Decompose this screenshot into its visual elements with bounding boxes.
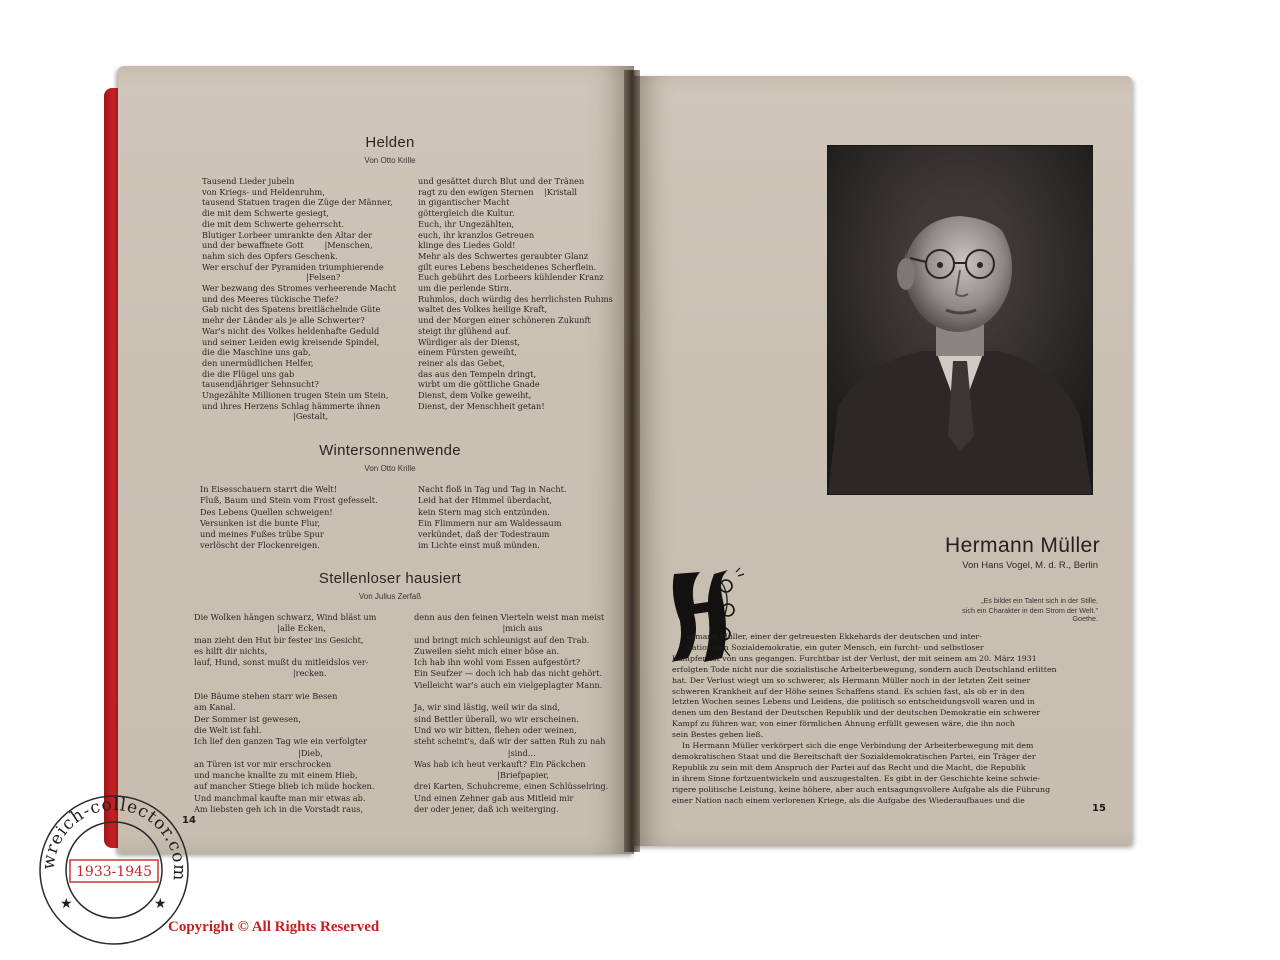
- poem-column-left: In Eisesschauern starrt die Welt! Fluß, Baum und Stein vom Frost gefesselt. Des Lebens Quellen schweigen! Versunken ist die bunte Flur, und meines Fußes trübe Spur verlöscht der Flockenreigen.: [200, 484, 378, 551]
- copyright-notice: Copyright © All Rights Reserved: [168, 919, 380, 935]
- poem-title: Stellenloser hausiert: [318, 570, 462, 587]
- svg-text:★: ★: [60, 896, 73, 912]
- poem-column-right: Nacht floß in Tag und Tag in Nacht. Leid hat der Himmel überdacht, kein Stern mag sich entzünden. Ein Flimmern nur am Waldessaum verkündet, daß der Todestraum im Lichte einst muß münden.: [418, 484, 567, 551]
- poem-author: Von Otto Krille: [364, 156, 416, 165]
- page-number-right: 15: [1092, 803, 1106, 814]
- svg-text:★: ★: [154, 896, 167, 912]
- poem-column-left: Die Wolken hängen schwarz, Wind bläst um |alle Ecken, man zieht den Hut bir fester ins Gesicht, es hilft dir nichts, lauf, Hund, sonst mußt du mitleidslos ver- |recken. Die Bäume stehen starr wie Besen am Kanal. Der Sommer ist gewesen, die Welt ist fahl. Ich lief den ganzen Tag wie ein verfolgter |Dieb, an Türen ist vor mir erschrocken und manche knallte zu mit einem Hieb, auf mancher Stiege blieb ich müde hocken. Und manchmal kaufte man mir etwas ab. Am liebsten geh ich in die Vorstadt raus,: [194, 612, 377, 815]
- page-number-left: 14: [182, 815, 196, 826]
- poem-author: Von Otto Krille: [364, 464, 416, 473]
- article-byline: Von Hans Vogel, M. d. R., Berlin: [962, 560, 1098, 571]
- poem-author: Von Julius Zerfaß: [358, 592, 422, 601]
- poem-title: Helden: [365, 134, 415, 151]
- poem-column-right: denn aus den feinen Vierteln weist man meist |mich aus und bringt mich schleunigst auf den Trab. Zuweilen sieht mich einer böse an. Ich hab ihn wohl vom Essen aufgestört? Ein Seufzer — doch ich hab das nicht gehört. Vielleicht war's auch ein vielgeplagter Mann. Ja, wir sind lästig, weil wir da sind, sind Bettler überall, wo wir erscheinen. Und wo wir bitten, flehen oder weinen, steht scheint's, daß wir der satten Ruh zu nah |sind... Was hab ich heut verkauft? Ein Päckchen |Briefpapier, drei Karten, Schuhcreme, einen Schlüsselring. Und einen Zehner gab aus Mitleid mir der oder jener, daß ich weiterging.: [414, 612, 609, 815]
- portrait-photo: [828, 146, 1092, 494]
- poem-column-left: Tausend Lieder jubeln von Kriegs- und Heldenruhm, tausend Statuen tragen die Züge der Männer, die mit dem Schwerte gesiegt, die mit dem Schwerte geherrscht. Blutiger Lorbeer umrankte den Altar der und der bewaffnete Gott |Menschen, nahm sich des Opfers Geschenk. Wer erschuf der Pyramiden triumphierende |Felsen? Wer bezwang des Stromes verheerende Macht und des Meeres tückische Tiefe? Gab nicht des Spatens breitlächelnde Güte mehr der Länder als je alle Schwerter? War's nicht des Volkes heldenhafte Geduld und seiner Leiden ewig kreisende Spindel, die die Maschine uns gab, den unermüdlichen Helfer, die die Flügel uns gab tausendjähriger Sehnsucht? Ungezählte Millionen trugen Stein um Stein, und ihres Herzens Schlag hämmerte ihnen |Gestalt,: [202, 176, 397, 422]
- poem-title: Wintersonnenwende: [319, 442, 461, 459]
- epigraph-author: Goethe.: [1072, 614, 1098, 623]
- article-body: ermann Müller, einer der getreuesten Ekkehards der deutschen und inter- nationalen Sozialdemokratie, ein guter Mensch, ein furcht- und selbstloser Kämpfer, ist von uns gegangen. Furchtbar ist der Verlust, der mit seinem am 20. März 1931 erfolgten Tode nicht nur die sozialistische Arbeiterbewegung, sondern auch Deutschland erlitten hat. Der Verlust wiegt um so schwerer, als Hermann Müller noch in der letzten Zeit seiner schweren Krankheit auf der Höhe seines Schaffens stand. Es schien fast, als ob er in den letzten Wochen seines Lebens und Leidens, die politisch so entscheidungsvoll waren und in denen um den Bestand der Deutschen Republik und der deutschen Demokratie ein schwerer Kampf zu führen war, von einer förmlichen Ahnung erfüllt gewesen wäre, die ihn noch sein Bestes geben ließ. In Hermann Müller verkörpert sich die enge Verbindung der Arbeiterbewegung mit dem demokratischen Staat und die Bereitschaft der Sozialdemokratischen Partei, ein Träger der Republik zu sein mit dem Anspruch der Partei auf das Recht und die Macht, die Republik in ihrem Sinne fortzuentwickeln und auszugestalten. Es gibt in der Geschichte keine schwie- rigere politische Leistung, keine höhere, aber auch entsagungsvollere Aufgabe als die Führung einer Nation nach einem verlorenen Kriege, als die Aufgabe des Wiederaufbaues und die: [672, 632, 1057, 805]
- stamp-ring-text: wreich-collector.com: [38, 794, 190, 882]
- stamp-years: 1933-1945: [76, 864, 152, 880]
- article-title: Hermann Müller: [945, 534, 1100, 557]
- epigraph-quote: „Es bildet ein Talent sich in der Stille, sich ein Charakter in dem Strom der Welt.": [962, 596, 1098, 615]
- poem-column-right: und gesättet durch Blut und der Tränen ragt zu den ewigen Sternen |Kristall in gigantischer Macht göttergleich die Kultur. Euch, ihr Ungezählten, euch, ihr kranzlos Getreuen klinge des Liedes Gold! Mehr als des Schwertes geraubter Glanz gilt eures Lebens bescheidenes Scherflein. Euch gebührt des Lorbeers kühlender Kranz um die perlende Stirn. Ruhmlos, doch würdig des herrlichsten Ruhms waltet des Volkes heilige Kraft, und der Morgen einer schöneren Zukunft steigt ihr glühend auf. Würdiger als der Dienst, einem Fürsten geweiht, reiner als das Gebet, das aus den Tempeln dringt, wirbt um die göttliche Gnade Dienst, dem Volke geweiht, Dienst, der Menschheit getan!: [418, 176, 613, 411]
